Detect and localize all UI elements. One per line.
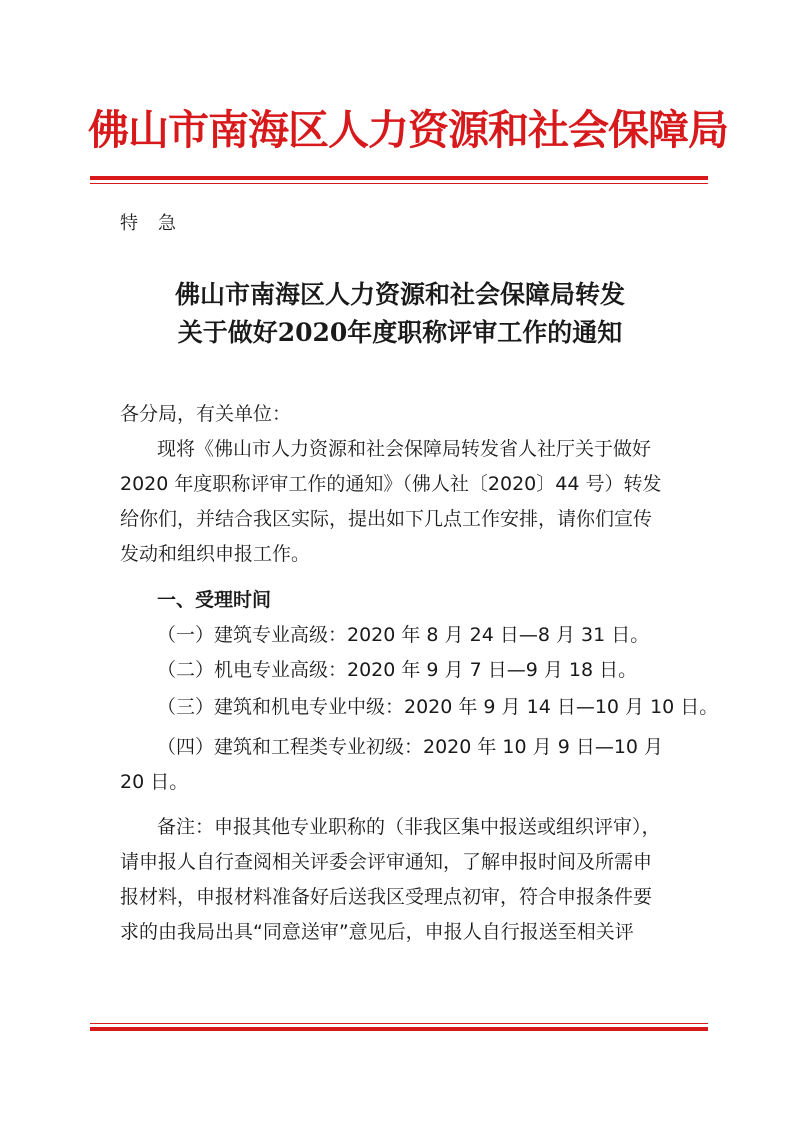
document-title-line-2: 关于做好2020年度职称评审工作的通知 <box>177 318 623 347</box>
intro-line: 给你们，并结合我区实际，提出如下几点工作安排，请你们宣传 <box>120 508 653 530</box>
document-title-line-1: 佛山市南海区人力资源和社会保障局转发 <box>174 280 625 309</box>
schedule-item: （二）机电专业高级：2020 年 9 月 7 日—9 月 18 日。 <box>157 659 638 681</box>
note-line: 备注：申报其他专业职称的（非我区集中报送或组织评审）， <box>157 816 661 838</box>
intro-line: 发动和组织申报工作。 <box>120 543 311 565</box>
footer-rule-thin <box>90 1023 708 1024</box>
note-line: 求的由我局出具“同意送审”意见后，申报人自行报送至相关评 <box>120 921 634 943</box>
schedule-item-continuation: 20 日。 <box>120 771 189 793</box>
footer-rule-thick <box>90 1027 708 1031</box>
header-rule-thin <box>90 183 708 184</box>
schedule-item: （三）建筑和机电专业中级：2020 年 9 月 14 日—10 月 10 日。 <box>157 696 719 718</box>
urgency-mark: 特急 <box>120 213 196 234</box>
schedule-item: （四）建筑和工程类专业初级：2020 年 10 月 9 日—10 月 <box>157 736 664 758</box>
schedule-item: （一）建筑专业高级：2020 年 8 月 24 日—8 月 31 日。 <box>157 624 650 646</box>
note-line: 报材料，申报材料准备好后送我区受理点初审，符合申报条件要 <box>120 886 653 908</box>
header-rule-thick <box>90 176 708 180</box>
note-line: 请申报人自行查阅相关评委会评审通知，了解申报时间及所需申 <box>120 851 653 873</box>
salutation: 各分局，有关单位： <box>120 403 292 425</box>
section-heading-acceptance-time: 一、受理时间 <box>157 589 272 611</box>
issuing-authority-header: 佛山市南海区人力资源和社会保障局 <box>88 106 728 154</box>
intro-line: 2020 年度职称评审工作的通知》（佛人社〔2020〕44 号）转发 <box>120 473 662 495</box>
intro-line: 现将《佛山市人力资源和社会保障局转发省人社厅关于做好 <box>157 438 652 460</box>
